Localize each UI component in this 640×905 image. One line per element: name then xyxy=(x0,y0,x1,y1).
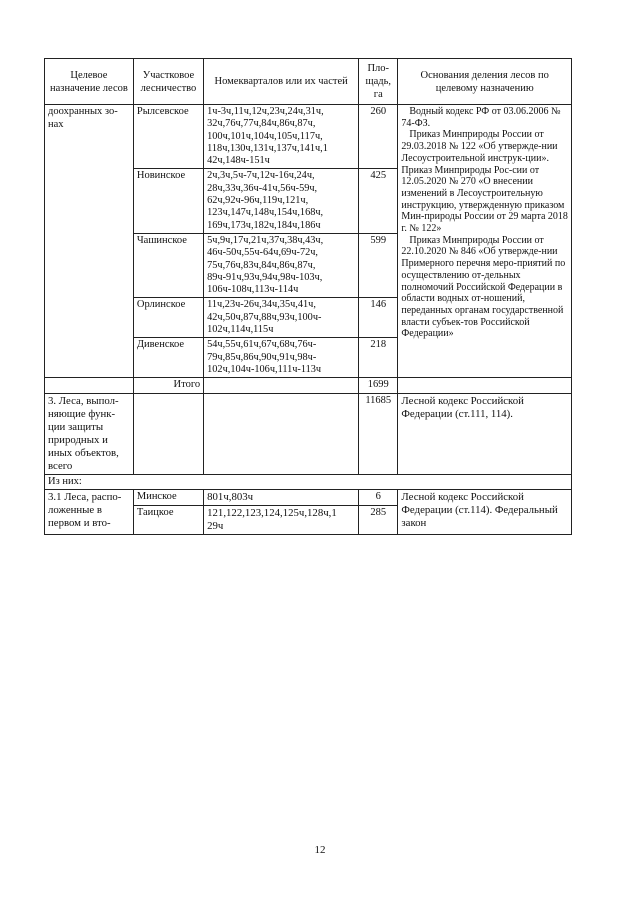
basis-paragraph: Водный кодекс РФ от 03.06.2006 № 74-ФЗ. xyxy=(401,106,561,129)
forestry-cell: Дивенское xyxy=(133,338,203,378)
header-area: Пло-щадь, га xyxy=(359,59,398,105)
area-cell: 218 xyxy=(359,338,398,378)
total-label: Итого xyxy=(133,378,203,394)
area-cell: 11685 xyxy=(359,393,398,474)
purpose-cell: 3. Леса, выпол-няющие функ-ции защиты природных и иных объектов, всего xyxy=(45,393,134,474)
forestry-cell: Минское xyxy=(133,490,203,506)
area-cell: 260 xyxy=(359,105,398,169)
basis-paragraph: Приказ Минприроды России от 29.03.2018 № 122 «Об утвержде-нии Лесоустроительной инструк-ции». Приказ Минприроды Рос-сии от 12.05.2020 № 270 «О внесении изменений в Лесоустроительную инструкцию, утвержденную приказом Мин-природы России от 29 марта 2018 г. № 122» xyxy=(401,129,568,235)
table-row xyxy=(45,105,572,169)
forest-purpose-table xyxy=(44,58,572,535)
basis-paragraph: Приказ Минприроды России от 22.10.2020 № 846 «Об утвержде-нии Примерного перечня меро-приятий по осуществлению от-дельных полномочий Российской Федерации в области водных от-ношений, переданных органам государственной власти субъек-тов Российской Федерации» xyxy=(401,234,566,340)
quarters-cell: 121,122,123,124,125ч,128ч,1 29ч xyxy=(204,506,359,535)
document-page xyxy=(44,58,572,535)
quarters-cell: 801ч,803ч xyxy=(204,490,359,506)
area-cell: 425 xyxy=(359,169,398,233)
header-forestry: Участковое лесничество xyxy=(133,59,203,105)
quarters-cell: 5ч,9ч,17ч,21ч,37ч,38ч,43ч, 46ч-50ч,55ч-64ч,69ч-72ч, 75ч,76ч,83ч,84ч,86ч,87ч, 89ч-91ч,93ч,94ч,98ч-103ч, 106ч-108ч,113ч-114ч xyxy=(204,233,359,297)
forestry-cell: Новинское xyxy=(133,169,203,233)
area-cell: 146 xyxy=(359,298,398,338)
quarters-cell: 2ч,3ч,5ч-7ч,12ч-16ч,24ч, 28ч,33ч,36ч-41ч,56ч-59ч, 62ч,92ч-96ч,119ч,121ч, 123ч,147ч,148ч,154ч,168ч, 169ч,173ч,182ч,184ч,186ч xyxy=(204,169,359,233)
total-row xyxy=(45,378,572,394)
table-header-row xyxy=(45,59,572,105)
table-row xyxy=(45,490,572,506)
quarters-cell: 11ч,23ч-26ч,34ч,35ч,41ч, 42ч,50ч,87ч,88ч,93ч,100ч- 102ч,114ч,115ч xyxy=(204,298,359,338)
purpose-cell: доохранных зо-нах xyxy=(45,105,134,378)
header-quarters: Номекварталов или их частей xyxy=(204,59,359,105)
basis-cell: Лесной кодекс Российской Федерации (ст.114). Федеральный закон xyxy=(398,490,572,535)
area-cell: 599 xyxy=(359,233,398,297)
basis-cell: Лесной кодекс Российской Федерации (ст.111, 114). xyxy=(398,393,572,474)
basis-cell xyxy=(398,105,572,378)
area-cell: 285 xyxy=(359,506,398,535)
forestry-cell: Орлинское xyxy=(133,298,203,338)
page-number: 12 xyxy=(314,844,326,856)
forestry-cell: Таицкое xyxy=(133,506,203,535)
area-cell: 6 xyxy=(359,490,398,506)
of-which-row xyxy=(45,474,572,490)
table-row xyxy=(45,393,572,474)
forestry-cell: Рылсевское xyxy=(133,105,203,169)
total-area: 1699 xyxy=(359,378,398,394)
forestry-cell: Чашинское xyxy=(133,233,203,297)
quarters-cell: 54ч,55ч,61ч,67ч,68ч,76ч- 79ч,85ч,86ч,90ч,91ч,98ч- 102ч,104ч-106ч,111ч-113ч xyxy=(204,338,359,378)
of-which-label: Из них: xyxy=(45,474,572,490)
header-basis: Основания деления лесов по целевому назначению xyxy=(398,59,572,105)
purpose-cell: 3.1 Леса, распо-ложенные в первом и вто- xyxy=(45,490,134,535)
header-purpose: Целевое назначение лесов xyxy=(45,59,134,105)
quarters-cell: 1ч-3ч,11ч,12ч,23ч,24ч,31ч, 32ч,76ч,77ч,84ч,86ч,87ч, 100ч,101ч,104ч,105ч,117ч, 118ч,130ч,131ч,137ч,141ч,1 42ч,148ч-151ч xyxy=(204,105,359,169)
